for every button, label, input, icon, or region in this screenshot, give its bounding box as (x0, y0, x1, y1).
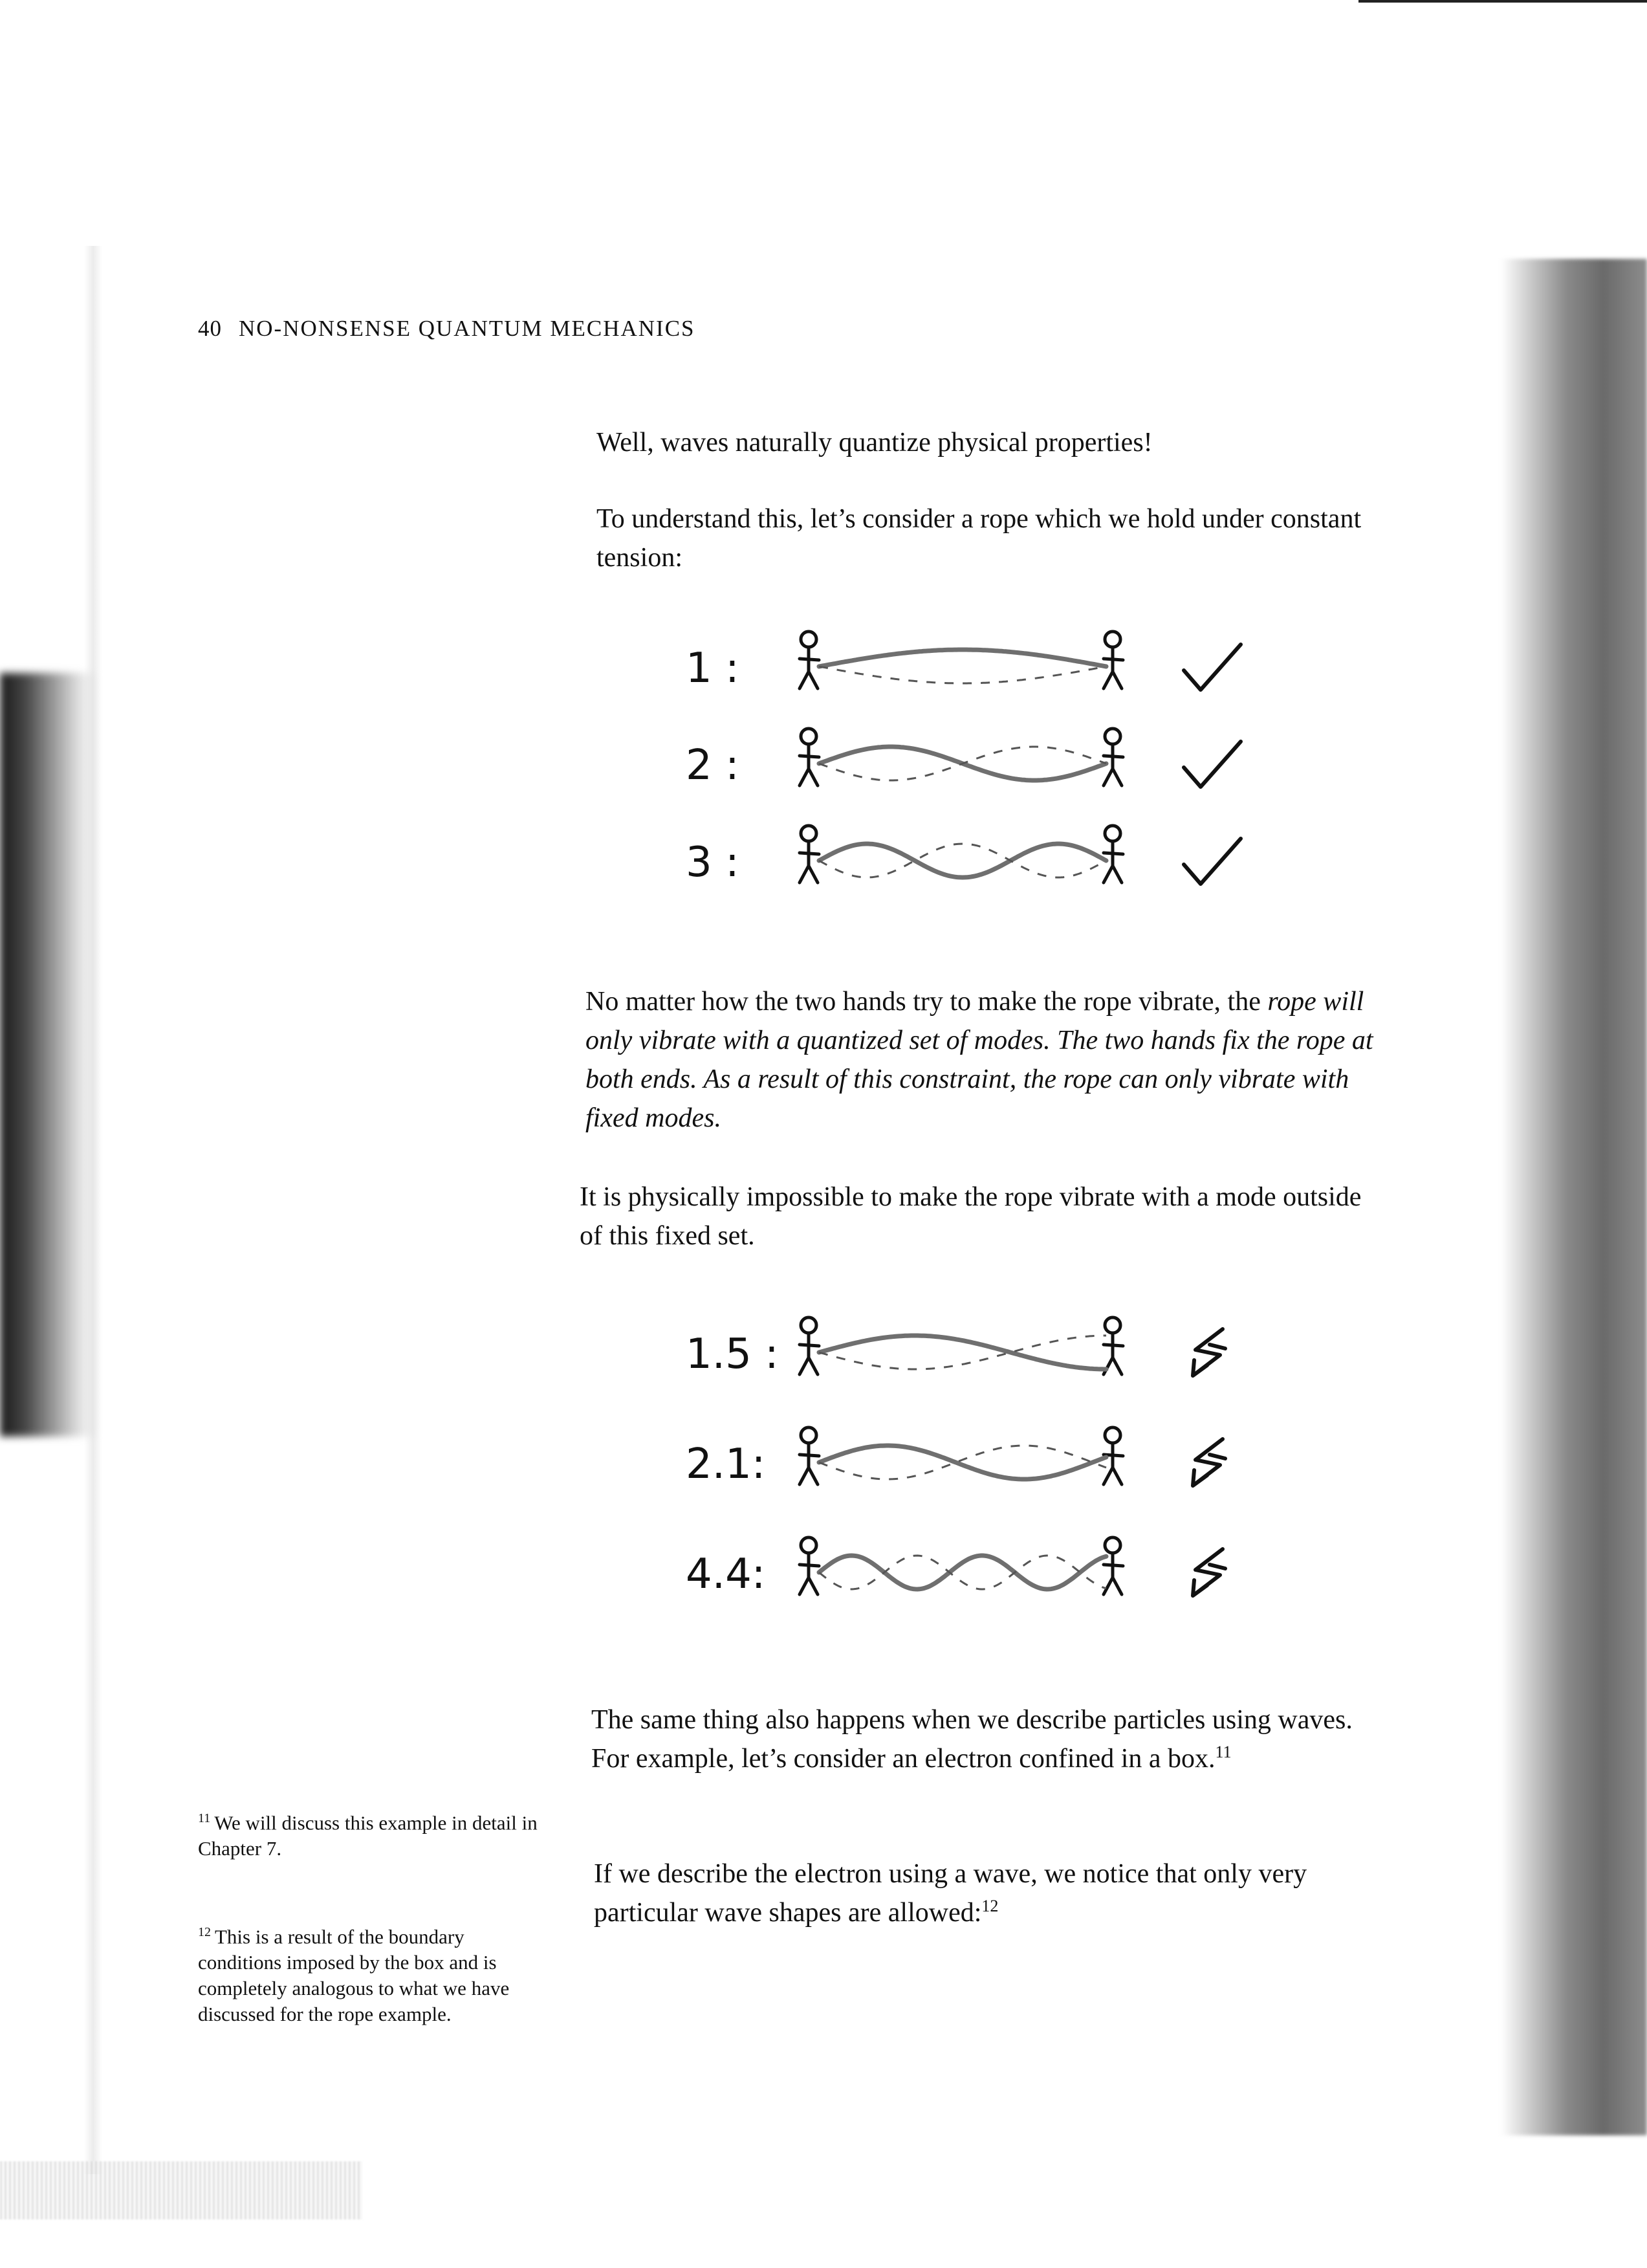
stick-figure-right-icon (1104, 632, 1123, 688)
allowed-rope-solid (819, 650, 1106, 666)
stick-figure-right-icon (1104, 826, 1123, 883)
allowed-row-2 (686, 729, 1241, 789)
footnote-11-number: 11 (198, 1811, 211, 1825)
paragraph-electron (591, 1701, 1368, 1778)
lightning-icon (1193, 1439, 1225, 1486)
scan-edge-bottom (0, 2161, 362, 2219)
stick-figure-left-icon (800, 1427, 819, 1484)
paragraph-allowed (594, 1855, 1370, 1932)
paragraph-electron-text: The same thing also happens when we describe particles using waves. For example, let’s consider an electron confined in a box. (591, 1705, 1353, 1774)
page-number: 40 (198, 316, 222, 341)
forbidden-row-1 (686, 1317, 1225, 1378)
allowed-rope-dashed (819, 666, 1106, 683)
stick-figure-left-icon (800, 632, 819, 688)
paragraph-allowed-text: If we describe the electron using a wave, we notice that only very particular wave shapes are allowed: (594, 1859, 1307, 1928)
forbidden-row-label: 2.1: (686, 1440, 766, 1488)
forbidden-rope-solid (819, 1446, 1106, 1479)
paragraph-modes-normal: No matter how the two hands try to make the rope vibrate, the (585, 987, 1268, 1017)
stick-figure-right-icon (1104, 1317, 1123, 1374)
allowed-row-label: 2 : (686, 742, 739, 789)
footnote-ref-12: 12 (981, 1897, 999, 1915)
footnote-ref-11: 11 (1215, 1743, 1232, 1761)
paragraph-modes-italic: rope will only vibrate with a quantized set of modes. The two hands fix the rope at both ends. As a result of this constraint, the rope can only vibrate with fixed modes. (585, 987, 1373, 1133)
scan-edge-top (1358, 0, 1647, 3)
figure-forbidden-modes (686, 1307, 1294, 1644)
paragraph-impossible: It is physically impossible to make the rope vibrate with a mode outside of this fixed set. (580, 1182, 1362, 1251)
forbidden-row-label: 4.4: (686, 1550, 766, 1598)
paragraph-modes (585, 982, 1388, 1138)
forbidden-row-2 (686, 1427, 1225, 1488)
stick-figure-right-icon (1104, 1537, 1123, 1594)
stick-figure-left-icon (800, 826, 819, 883)
check-icon (1184, 839, 1241, 884)
lightning-icon (1193, 1329, 1225, 1376)
figure-allowed-modes (686, 621, 1294, 912)
allowed-rope-solid (819, 844, 1106, 877)
stick-figure-left-icon (800, 1317, 819, 1374)
figure-forbidden-svg (686, 1307, 1294, 1644)
allowed-row-label: 3 : (686, 839, 739, 886)
footnote-12-number: 12 (198, 1925, 211, 1939)
scan-shadow-right (1501, 259, 1647, 2135)
check-icon (1184, 742, 1241, 787)
lightning-icon (1193, 1549, 1225, 1596)
scan-shadow-left (0, 673, 97, 1437)
running-title: NO-NONSENSE QUANTUM MECHANICS (239, 316, 695, 341)
allowed-row-3 (686, 826, 1241, 886)
stick-figure-right-icon (1104, 729, 1123, 786)
allowed-row-1 (686, 632, 1241, 692)
stick-figure-left-icon (800, 1537, 819, 1594)
footnote-11 (198, 1805, 547, 1862)
figure-allowed-svg (686, 621, 1294, 912)
forbidden-row-label: 1.5 : (686, 1330, 779, 1378)
allowed-rope-dashed (819, 844, 1106, 877)
footnote-11-text: We will discuss this example in detail in Chapter 7. (198, 1811, 538, 1860)
footnote-12-text: This is a result of the boundary conditions imposed by the box and is completely analogous to what we have discussed for the rope example. (198, 1925, 510, 2026)
allowed-row-label: 1 : (686, 644, 739, 692)
forbidden-row-3 (686, 1537, 1225, 1598)
scan-gutter-left (84, 246, 102, 2174)
stick-figure-left-icon (800, 729, 819, 786)
footnote-12 (198, 1919, 547, 2027)
running-head (198, 316, 695, 342)
paragraph-intro: Well, waves naturally quantize physical properties! (596, 428, 1153, 457)
paragraph-rope: To understand this, let’s consider a rope which we hold under constant tension: (596, 504, 1362, 573)
check-icon (1184, 644, 1241, 690)
